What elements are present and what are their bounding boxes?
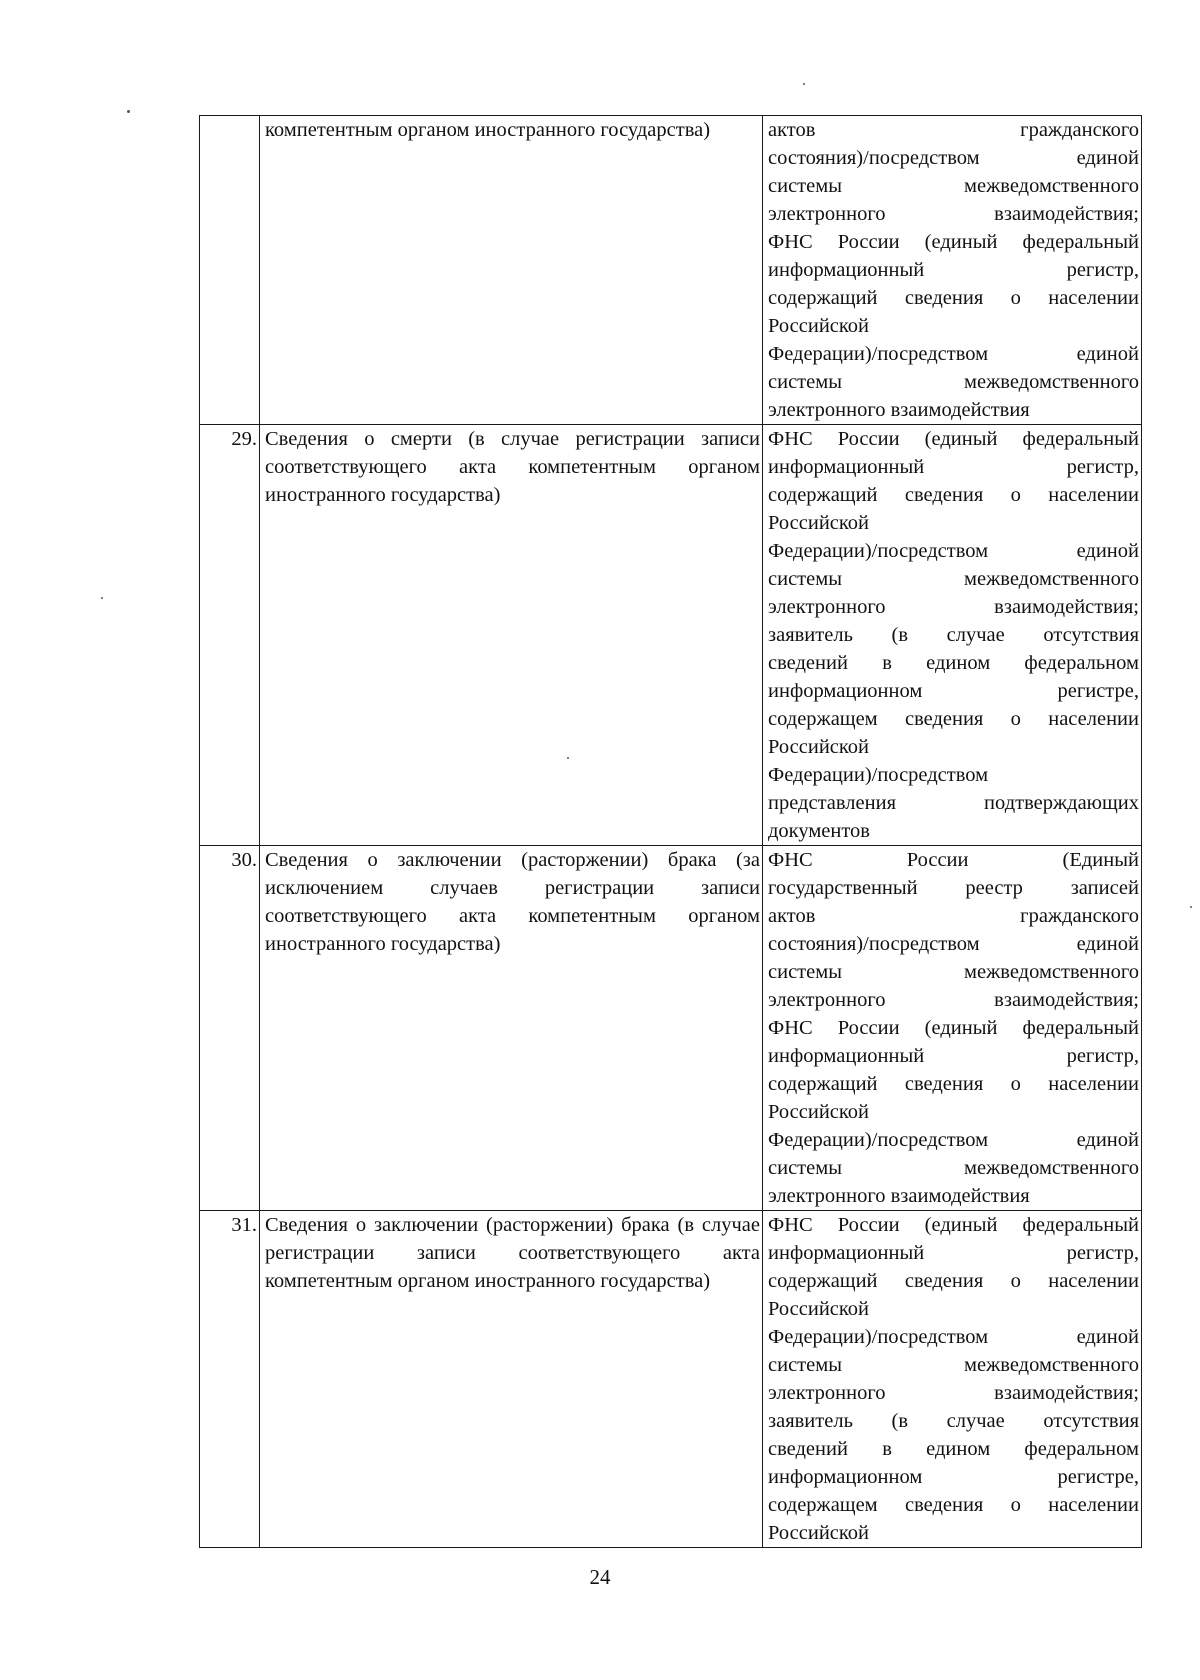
source-line: состояния)/посредством единой — [768, 147, 1139, 169]
row-number: 29. — [200, 425, 260, 846]
source-line: заявитель (в случае отсутствия — [768, 1410, 1139, 1432]
row-number: 31. — [200, 1211, 260, 1548]
scan-speck — [803, 83, 805, 85]
information-name-cell — [260, 1211, 763, 1548]
source-line: представления подтверждающих — [768, 792, 1139, 814]
source-line: заявитель (в случае отсутствия — [768, 624, 1139, 646]
source-line: Федерации)/посредством единой — [768, 1326, 1139, 1348]
source-line: системы межведомственного — [768, 568, 1139, 590]
source-line: системы межведомственного — [768, 175, 1139, 197]
source-line: сведений в едином федеральном — [768, 1438, 1139, 1460]
source-line: электронного взаимодействия; — [768, 596, 1139, 618]
source-line: содержащем сведения о населении — [768, 708, 1139, 730]
source-line: содержащий сведения о населении — [768, 1073, 1139, 1095]
information-source-cell — [763, 846, 1142, 1211]
source-line: ФНС России (единый федеральный — [768, 1017, 1139, 1039]
table-row — [200, 846, 1142, 1211]
source-line: информационном регистре, — [768, 1466, 1139, 1488]
source-line: ФНС России (единый федеральный — [768, 231, 1139, 253]
source-line: Российской — [768, 1101, 870, 1123]
row-number: 30. — [200, 846, 260, 1211]
source-line: информационный регистр, — [768, 259, 1139, 281]
source-line: электронного взаимодействия; — [768, 203, 1139, 225]
source-line: информационном регистре, — [768, 680, 1139, 702]
source-line: Российской — [768, 736, 870, 758]
source-line: Федерации)/посредством единой — [768, 1129, 1139, 1151]
source-line: государственный реестр записей — [768, 877, 1139, 899]
row-number — [200, 116, 260, 425]
source-line: электронного взаимодействия; — [768, 989, 1139, 1011]
source-line: системы межведомственного — [768, 961, 1139, 983]
source-line: Федерации)/посредством единой — [768, 343, 1139, 365]
source-line: ФНС России (единый федеральный — [768, 428, 1139, 450]
information-source-cell — [763, 425, 1142, 846]
source-line: содержащем сведения о населении — [768, 1494, 1139, 1516]
source-line: электронного взаимодействия — [768, 399, 1030, 421]
table-body — [200, 116, 1142, 1548]
source-line: содержащий сведения о населении — [768, 484, 1139, 506]
scan-speck — [101, 597, 103, 599]
information-name-cell — [260, 846, 763, 1211]
scan-speck — [127, 110, 130, 113]
source-line: Федерации)/посредством — [768, 764, 989, 786]
information-name-cell — [260, 116, 763, 425]
source-line: сведений в едином федеральном — [768, 652, 1139, 674]
source-line: информационный регистр, — [768, 456, 1139, 478]
services-table — [199, 115, 1142, 1548]
source-line: Российской — [768, 512, 870, 534]
source-line: ФНС России (единый федеральный — [768, 1214, 1139, 1236]
source-line: Российской — [768, 315, 870, 337]
source-line: содержащий сведения о населении — [768, 1270, 1139, 1292]
information-source-cell — [763, 116, 1142, 425]
source-line: Федерации)/посредством единой — [768, 540, 1139, 562]
source-line: состояния)/посредством единой — [768, 933, 1139, 955]
scan-speck — [567, 757, 569, 759]
information-name-cell — [260, 425, 763, 846]
information-name: Сведения о заключении (расторжении) брака (в случае регистрации записи соответствующего акта компетентным органом иностранного государства) — [265, 1214, 760, 1292]
source-line: системы межведомственного — [768, 1354, 1139, 1376]
source-line: информационный регистр, — [768, 1242, 1139, 1264]
source-line: содержащий сведения о населении — [768, 287, 1139, 309]
source-line: Российской — [768, 1298, 870, 1320]
source-line: электронного взаимодействия — [768, 1185, 1030, 1207]
source-line: документов — [768, 820, 870, 842]
source-line: Российской — [768, 1522, 870, 1544]
table-row — [200, 425, 1142, 846]
scan-speck — [1190, 906, 1192, 908]
source-line: актов гражданского — [768, 905, 1139, 927]
source-line: электронного взаимодействия; — [768, 1382, 1139, 1404]
source-line: ФНС России (Единый — [768, 849, 1139, 871]
source-line: системы межведомственного — [768, 371, 1139, 393]
information-name: Сведения о заключении (расторжении) брака (за исключением случаев регистрации записи соответствующего акта компетентным органом иностранного государства) — [265, 849, 760, 955]
table-row — [200, 116, 1142, 425]
source-line: информационный регистр, — [768, 1045, 1139, 1067]
information-name: компетентным органом иностранного государства) — [265, 119, 711, 141]
information-source-cell — [763, 1211, 1142, 1548]
information-name: Сведения о смерти (в случае регистрации записи соответствующего акта компетентным органом иностранного государства) — [265, 428, 760, 506]
page-number: 24 — [589, 1565, 611, 1589]
source-line: актов гражданского — [768, 119, 1139, 141]
source-line: системы межведомственного — [768, 1157, 1139, 1179]
table-row — [200, 1211, 1142, 1548]
